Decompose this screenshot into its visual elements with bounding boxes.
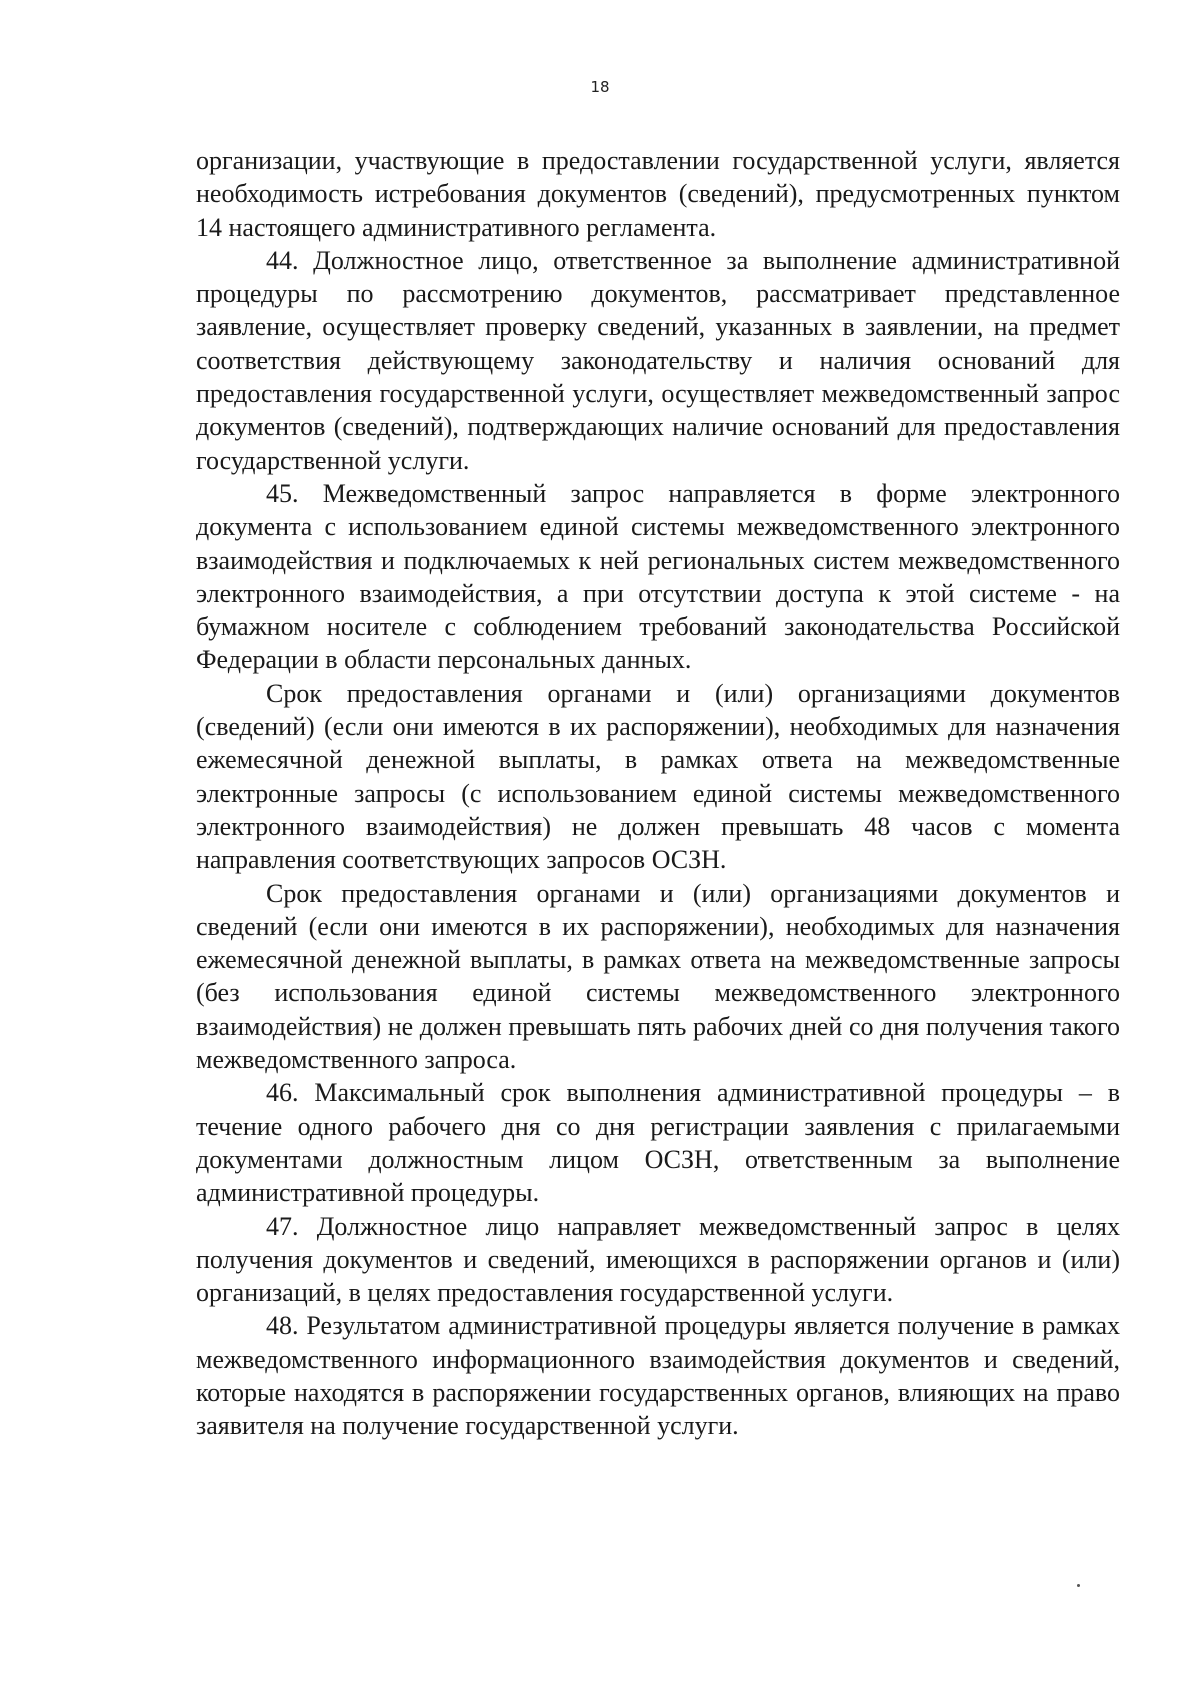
paragraph-48: 48. Результатом административной процедуры является получение в рамках межведомственного информационного взаимодействия документов и сведений, которые находятся в распоряжении государственных органов, влияющих на право заявителя на получение государственной услуги. — [196, 1311, 1120, 1441]
paragraph-paper-request-deadline: Срок предоставления органами и (или) организациями документов и сведений (если они имеются в их распоряжении), необходимых для назначения ежемесячной денежной выплаты, в рамках ответа на межведомственные запросы (без использования единой системы межведомственного электронного взаимодействия) не должен превышать пять рабочих дней со дня получения такого межведомственного запроса. — [196, 878, 1120, 1075]
paragraph-electronic-request-deadline: Срок предоставления органами и (или) организациями документов (сведений) (если они имеются в их распоряжении), необходимых для назначения ежемесячной денежной выплаты, в рамках ответа на межведомственные электронные запросы (с использованием единой системы межведомственного электронного взаимодействия) не должен превышать 48 часов с момента направления соответствующих запросов ОСЗН. — [196, 678, 1120, 875]
paragraph-44: 44. Должностное лицо, ответственное за выполнение административной процедуры по рассмотрению документов, рассматривает представленное заявление, осуществляет проверку сведений, указанных в заявлении, на предмет соответствия действующему законодательству и наличия оснований для предоставления государственной услуги, осуществляет межведомственный запрос документов (сведений), подтверждающих наличие оснований для предоставления государственной услуги. — [196, 245, 1120, 475]
paragraph-45: 45. Межведомственный запрос направляется в форме электронного документа с использованием единой системы межведомственного электронного взаимодействия и подключаемых к ней региональных систем межведомственного электронного взаимодействия, а при отсутствии доступа к этой системе - на бумажном носителе с соблюдением требований законодательства Российской Федерации в области персональных данных. — [196, 478, 1120, 675]
page-number: 18 — [590, 78, 610, 96]
document-body — [196, 144, 1120, 1443]
paragraph-47: 47. Должностное лицо направляет межведомственный запрос в целях получения документов и сведений, имеющихся в распоряжении органов и (или) организаций, в целях предоставления государственной услуги. — [196, 1211, 1120, 1308]
paragraph-46: 46. Максимальный срок выполнения административной процедуры – в течение одного рабочего дня со дня регистрации заявления с прилагаемыми документами должностным лицом ОСЗН, ответственным за выполнение административной процедуры. — [196, 1078, 1120, 1208]
paragraph-continuation: организации, участвующие в предоставлении государственной услуги, является необходимость истребования документов (сведений), предусмотренных пунктом 14 настоящего административного регламента. — [196, 146, 1120, 242]
scan-speck — [1077, 1584, 1080, 1587]
